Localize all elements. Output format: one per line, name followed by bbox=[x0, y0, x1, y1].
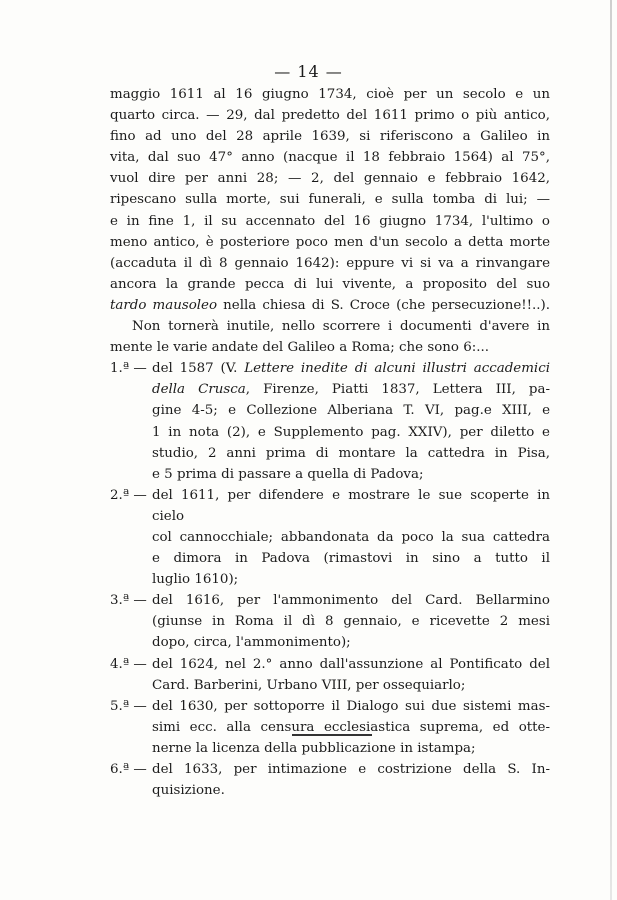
page-text bbox=[110, 84, 550, 801]
intro-paragraph bbox=[110, 84, 550, 316]
text-line: e dimora in Padova (rimastovi in sino a tutto il bbox=[152, 551, 550, 567]
item-body bbox=[152, 358, 550, 485]
item-body bbox=[152, 485, 550, 590]
text-line: dopo, circa, l'ammonimento); bbox=[152, 635, 351, 651]
text-line: luglio 1610); bbox=[152, 572, 239, 588]
end-rule bbox=[292, 734, 372, 736]
text-line bbox=[152, 358, 550, 379]
text-line: del 1616, per l'ammonimento del Card. Bellarmino bbox=[152, 593, 550, 609]
item-number: 4.ª — bbox=[110, 656, 147, 672]
text-line: Card. Barberini, Urbano VIII, per ossequiarlo; bbox=[152, 677, 466, 693]
text-line: 1 in nota (2), e Supplemento pag. XXIV), per diletto e bbox=[152, 424, 550, 440]
item-number: 3.ª — bbox=[110, 593, 147, 609]
text-span: del 1587 (V. bbox=[152, 361, 245, 377]
text-line bbox=[110, 295, 550, 316]
list-item bbox=[110, 485, 550, 590]
text-line: studio, 2 anni prima di montare la cattedra in Pisa, bbox=[152, 445, 550, 461]
list-item bbox=[110, 759, 550, 801]
text-line: quisizione. bbox=[152, 783, 225, 799]
page-edge bbox=[610, 0, 612, 900]
text-line: col cannocchiale; abbandonata da poco la sua cattedra bbox=[152, 529, 550, 545]
item-number: 6.ª — bbox=[110, 762, 147, 777]
text-span: , Firenze, Piatti 1837, Lettera III, pa- bbox=[245, 382, 550, 398]
text-line bbox=[152, 379, 550, 400]
item-body bbox=[152, 654, 550, 696]
text-line: (giunse in Roma il dì 8 gennaio, e ricevette 2 mesi bbox=[152, 614, 550, 630]
list-item bbox=[110, 654, 550, 696]
text-line: vuol dire per anni 28; — 2, del gennaio e febbraio 1642, bbox=[110, 171, 550, 187]
text-line: e 5 prima di passare a quella di Padova; bbox=[152, 466, 424, 482]
italic-title: tardo mausoleo bbox=[110, 297, 218, 313]
text-line: del 1624, nel 2.° anno dall'assunzione al Pontificato del bbox=[152, 656, 550, 672]
text-line: nerne la licenza della pubblicazione in istampa; bbox=[152, 740, 476, 756]
item-body bbox=[152, 759, 550, 801]
list-item bbox=[110, 696, 550, 759]
text-line: del 1630, per sottoporre il Dialogo sui due sistemi mas- bbox=[152, 698, 550, 714]
text-line: Non tornerà inutile, nello scorrere i documenti d'avere in bbox=[132, 319, 550, 335]
text-line: gine 4-5; e Collezione Alberiana T. VI, pag.e XIII, e bbox=[152, 403, 550, 419]
text-line: vita, dal suo 47° anno (nacque il 18 febbraio 1564) al 75°, bbox=[110, 150, 550, 166]
text-line: maggio 1611 al 16 giugno 1734, cioè per un secolo e un bbox=[110, 87, 550, 102]
text-line: ancora la grande pecca di lui vivente, a proposito del suo bbox=[110, 276, 550, 292]
italic-title: della Crusca bbox=[152, 382, 246, 398]
item-number: 2.ª — bbox=[110, 487, 147, 503]
italic-title: Lettere inedite di alcuni illustri accademici bbox=[244, 361, 550, 377]
item-body bbox=[152, 590, 550, 653]
text-span: nella chiesa di S. Croce (che persecuzione!!..). bbox=[217, 297, 550, 313]
text-line: mente le varie andate del Galileo a Roma; che sono 6:... bbox=[110, 340, 490, 356]
text-line: ripescano sulla morte, sui funerali, e sulla tomba di lui; — bbox=[110, 192, 550, 208]
list-item bbox=[110, 590, 550, 653]
text-line: fino ad uno del 28 aprile 1639, si riferiscono a Galileo in bbox=[110, 129, 550, 145]
text-line: meno antico, è posteriore poco men d'un secolo a detta morte bbox=[110, 234, 550, 250]
text-line: quarto circa. — 29, dal predetto del 1611 primo o più antico, bbox=[110, 108, 550, 124]
item-number: 5.ª — bbox=[110, 698, 147, 714]
page-number: — 14 — bbox=[274, 62, 343, 81]
text-line: del 1633, per intimazione e costrizione della S. In- bbox=[152, 762, 550, 777]
text-line: e in fine 1, il su accennato del 16 giugno 1734, l'ultimo o bbox=[110, 213, 550, 229]
text-line: simi ecc. alla censura ecclesiastica suprema, ed otte- bbox=[152, 719, 550, 735]
list-item bbox=[110, 358, 550, 485]
text-line: (accaduta il dì 8 gennaio 1642): eppure vi si va a rinvangare bbox=[110, 255, 550, 271]
item-number: 1.ª — bbox=[110, 361, 147, 377]
second-paragraph bbox=[110, 316, 550, 358]
item-body bbox=[152, 696, 550, 759]
text-line: del 1611, per difendere e mostrare le sue scoperte in cielo bbox=[152, 487, 550, 524]
